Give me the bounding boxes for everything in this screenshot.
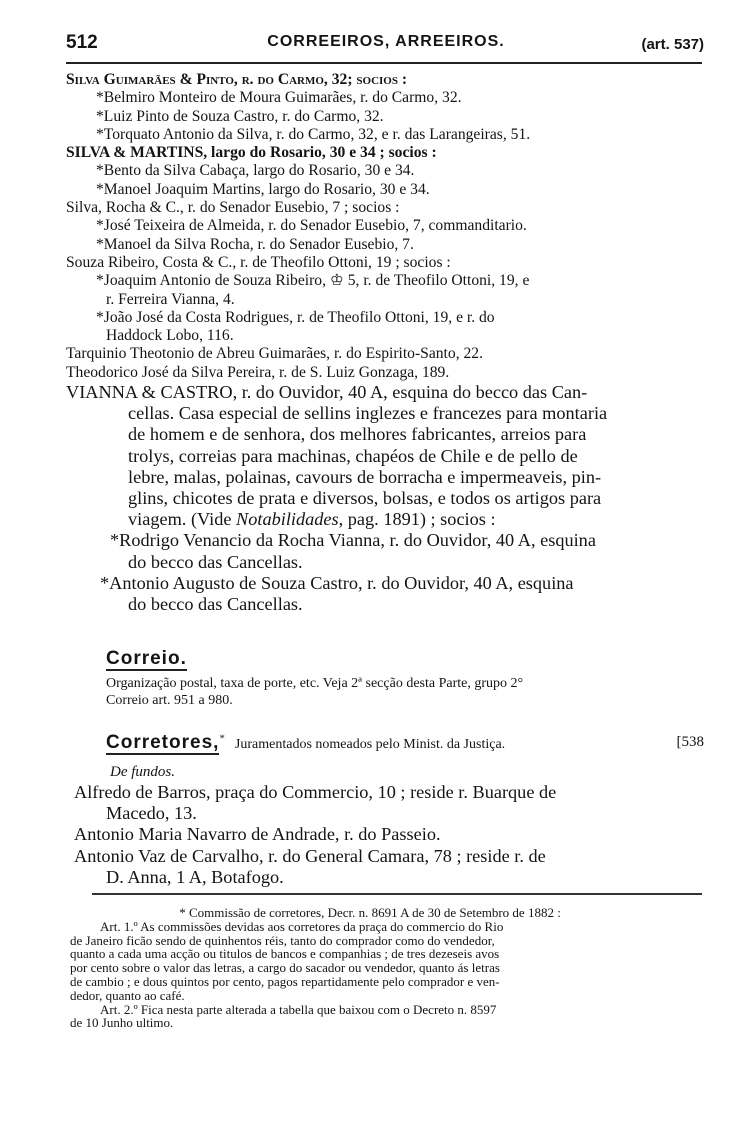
page-number: 512 <box>66 32 98 53</box>
vianna-partner-cont: do becco das Cancellas. <box>128 594 303 615</box>
footnote-line: dedor, quanto ao café. <box>70 987 185 1003</box>
vianna-partner-cont: do becco das Cancellas. <box>128 551 303 572</box>
entry-partner: *Luiz Pinto de Souza Castro, r. do Carmo, 32. <box>96 107 384 125</box>
entry-partner: *Manoel Joaquim Martins, largo do Rosario, 30 e 34. <box>96 180 430 198</box>
footnotes <box>70 906 710 1030</box>
vianna-line: cellas. Casa especial de sellins inglezes e francezes para montaria <box>128 403 608 424</box>
entry-person: Tarquinio Theotonio de Abreu Guimarães, r. do Espirito-Santo, 22. <box>66 345 483 363</box>
footnote-line: quanto a cada uma acção ou titulos de bancos e companhias ; de tres dezeseis avos <box>70 946 500 962</box>
vianna-line: glins, chicotes de prata e diversos, bolsas, e todos os artigos para <box>128 488 602 509</box>
footnote-line: Art. 2.º Fica nesta parte alterada a tabella que baixou com o Decreto n. 8597 <box>100 1001 497 1017</box>
corretor-entry: Antonio Maria Navarro de Andrade, r. do Passeio. <box>74 824 441 845</box>
footnote-rule <box>92 893 702 895</box>
entry-partner: *João José da Costa Rodrigues, r. de Theofilo Ottoni, 19, e r. do <box>96 308 495 326</box>
entry-continuation: Haddock Lobo, 116. <box>106 327 234 345</box>
vianna-partner: *Antonio Augusto de Souza Castro, r. do Ouvidor, 40 A, esquina <box>100 572 574 593</box>
corretores-subtitle: Juramentados nomeados pelo Minist. da Justiça. <box>234 737 506 752</box>
correio-title-text: Correio. <box>106 648 187 669</box>
entry-partner: *Manoel da Silva Rocha, r. do Senador Eusebio, 7. <box>96 235 414 253</box>
article-range: (art. 537) <box>641 36 704 53</box>
entry-person: Theodorico José da Silva Pereira, r. de S. Luiz Gonzaga, 189. <box>66 363 450 381</box>
correio-title <box>106 648 187 671</box>
footnote-line: de 10 Junho ultimo. <box>70 1015 174 1031</box>
entry-partner: *Bento da Silva Cabaça, largo do Rosario, 30 e 34. <box>96 162 415 180</box>
vianna-partner: *Rodrigo Venancio da Rocha Vianna, r. do Ouvidor, 40 A, esquina <box>110 530 596 551</box>
entry-firm: Silva, Rocha & C., r. do Senador Eusebio, 7 ; socios : <box>66 199 400 217</box>
running-header <box>66 32 706 56</box>
corretor-entry-cont: Macedo, 13. <box>106 803 197 824</box>
footnote-line: de Janeiro ficão sendo de quinhentos réis, tanto do comprador como do vendedor, <box>70 932 495 948</box>
vianna-line: trolys, correias para machinas, chapéos de Chile e de pello de <box>128 445 578 466</box>
section-correio <box>0 648 736 709</box>
entry-firm: Souza Ribeiro, Costa & C., r. de Theofilo Ottoni, 19 ; socios : <box>66 253 451 271</box>
directory-entries <box>66 71 706 615</box>
entry-partner: *Joaquim Antonio de Souza Ribeiro, ♔ 5, r. de Theofilo Ottoni, 19, e <box>96 272 530 290</box>
corretores-title <box>106 732 219 755</box>
corretor-entry: Alfredo de Barros, praça do Commercio, 10 ; reside r. Buarque de <box>74 782 557 802</box>
vianna-line: VIANNA & CASTRO, r. do Ouvidor, 40 A, esquina do becco das Can- <box>66 382 588 403</box>
footnote-marker: * <box>219 732 225 745</box>
correio-text: Correio art. 951 a 980. <box>106 693 233 708</box>
entry-firm: SILVA & MARTINS, largo do Rosario, 30 e 34 ; socios : <box>66 144 437 162</box>
vide-prefix: viagem. (Vide <box>128 509 237 530</box>
vianna-line: de homem e de senhora, dos melhores fabricantes, arreios para <box>128 424 587 445</box>
page-title: CORREEIROS, ARREEIROS. <box>267 33 505 50</box>
article-number: [538 <box>676 734 704 750</box>
footnote-line: por cento sobre o valor das letras, a cargo do sacador ou vendedor, quanto ás letras <box>70 960 500 976</box>
footnote-line: * Commissão de corretores, Decr. n. 8691 A de 30 de Setembro de 1882 : <box>179 905 561 920</box>
correio-text: Organização postal, taxa de porte, etc. Veja 2ª secção desta Parte, grupo 2° <box>106 676 524 691</box>
header-rule <box>66 62 702 64</box>
corretor-entry-cont: D. Anna, 1 A, Botafogo. <box>106 866 284 887</box>
entry-partner: *Belmiro Monteiro de Moura Guimarães, r. do Carmo, 32. <box>96 89 462 107</box>
vide-notabilidades: Notabilidades <box>236 509 339 530</box>
footnote-line: Art. 1.º As commissões devidas aos corretores da praça do commercio do Rio <box>100 918 504 934</box>
entry-partner: *José Teixeira de Almeida, r. do Senador Eusebio, 7, commanditario. <box>96 217 527 235</box>
corretores-subheading: De fundos. <box>110 764 175 780</box>
corretores-title-text: Corretores, <box>106 732 220 753</box>
vianna-line: lebre, malas, polainas, cavours de borracha e impermeaveis, pin- <box>128 466 602 487</box>
section-corretores <box>0 732 736 888</box>
entry-partner: *Torquato Antonio da Silva, r. do Carmo, 32, e r. das Larangeiras, 51. <box>96 125 531 143</box>
vianna-vide-line <box>66 509 706 530</box>
corretor-entry: Antonio Vaz de Carvalho, r. do General Camara, 78 ; reside r. de <box>74 845 546 866</box>
entry-firm: Silva Guimarães & Pinto, r. do Carmo, 32; socios : <box>66 71 408 88</box>
entry-continuation: r. Ferreira Vianna, 4. <box>106 290 235 308</box>
footnote-line: de cambio ; e dous quintos por cento, pagos repartidamente pelo comprador e ven- <box>70 973 500 989</box>
vide-suffix: , pag. 1891) ; socios : <box>338 509 496 530</box>
